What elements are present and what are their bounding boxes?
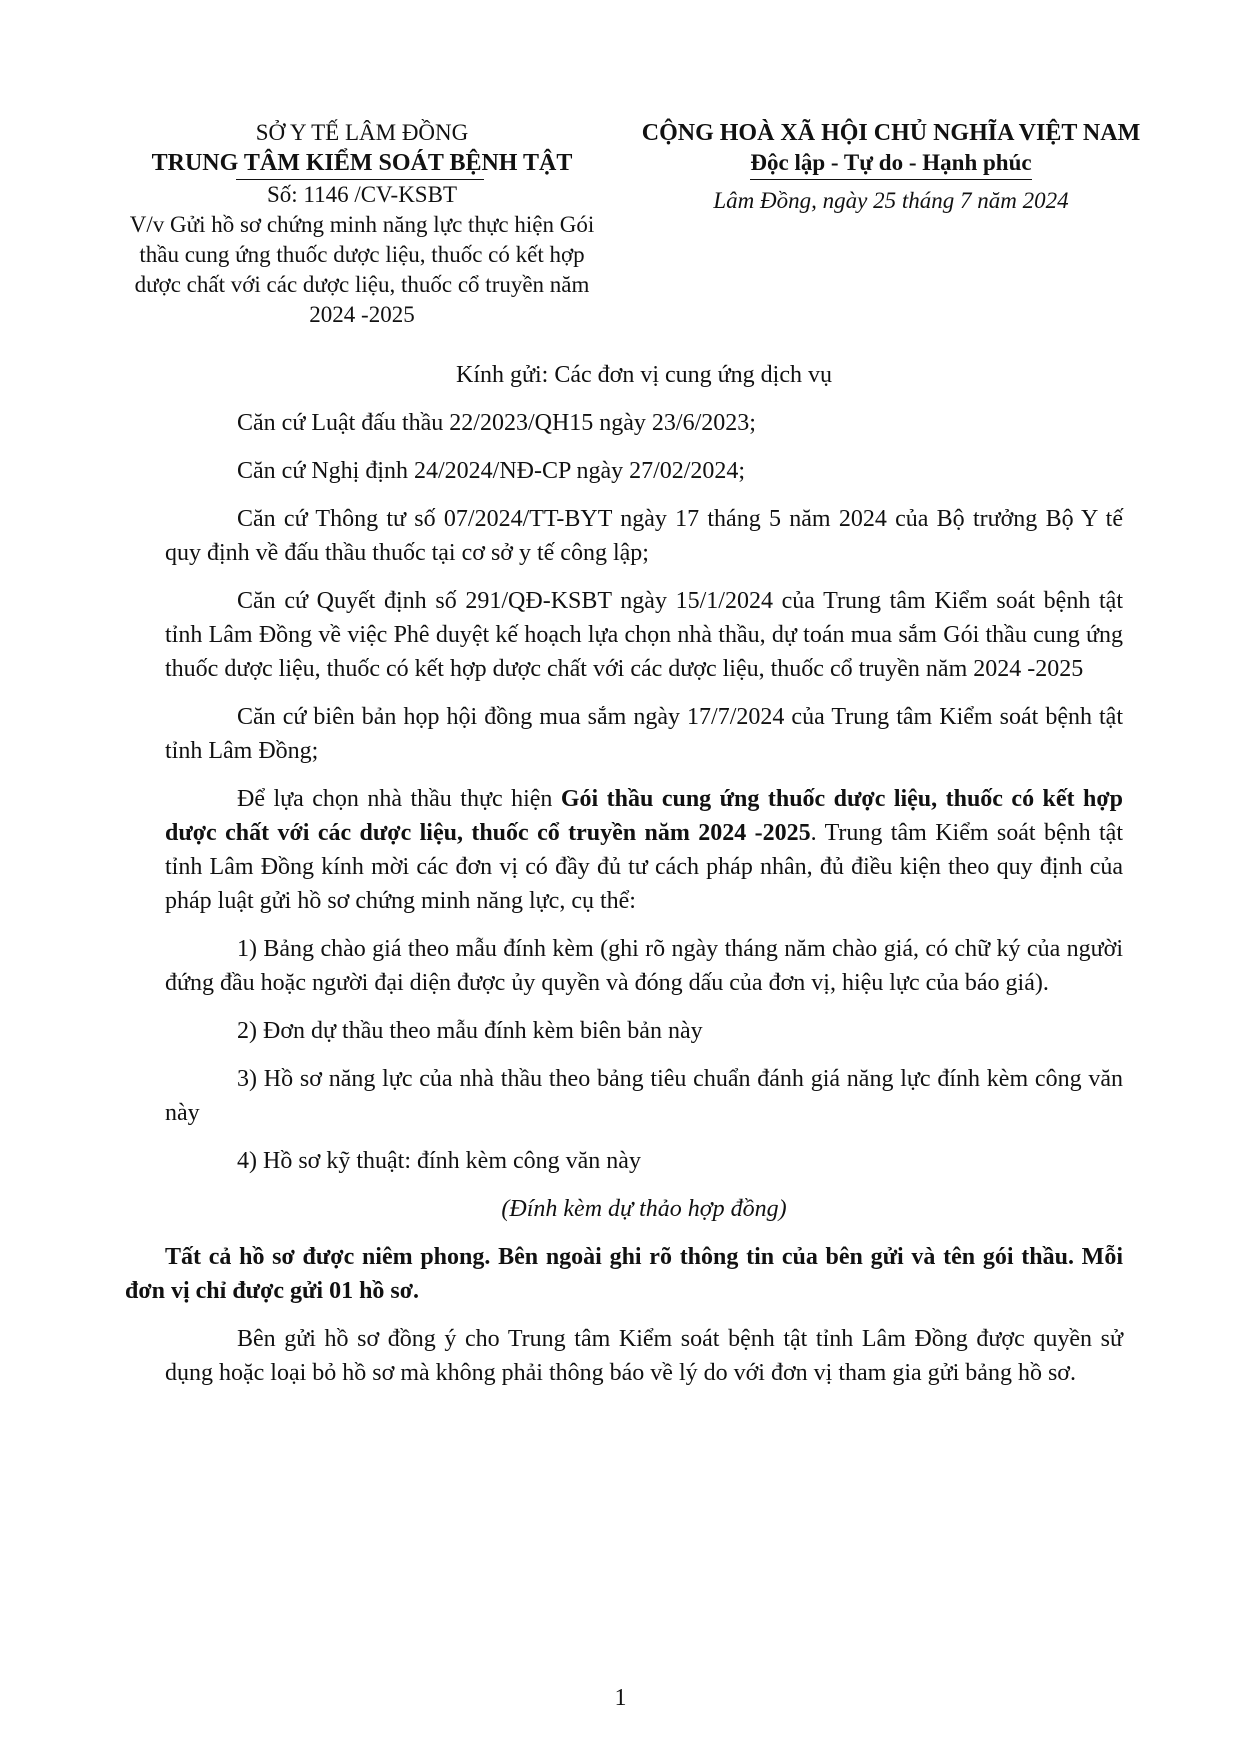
requirement-item-4: 4) Hồ sơ kỹ thuật: đính kèm công văn này xyxy=(237,1148,641,1174)
document-subject: V/v Gửi hồ sơ chứng minh năng lực thực hiện Gói thầu cung ứng thuốc dược liệu, thuốc có kết hợp dược chất với các dược liệu, thuốc cổ truyền năm 2024 -2025 xyxy=(129,212,595,327)
page-number: 1 xyxy=(614,1685,627,1711)
attachment-note: (Đính kèm dự thảo hợp đồng) xyxy=(501,1196,787,1222)
sealed-notice: Tất cả hồ sơ được niêm phong. Bên ngoài ghi rõ thông tin của bên gửi và tên gói thầu. Mỗi đơn vị chỉ được gửi 01 hồ sơ. xyxy=(125,1244,1123,1304)
place-date: Lâm Đồng, ngày 25 tháng 7 năm 2024 xyxy=(713,188,1069,213)
national-motto xyxy=(750,148,1031,178)
legal-basis-4: Căn cứ Quyết định số 291/QĐ-KSBT ngày 15/1/2024 của Trung tâm Kiểm soát bệnh tật tỉnh Lâm Đồng về việc Phê duyệt kế hoạch lựa chọn nhà thầu, dự toán mua sắm Gói thầu cung ứng thuốc dược liệu, thuốc có kết hợp dược chất với các dược liệu, thuốc cổ truyền năm 2024 -2025 xyxy=(165,588,1123,682)
organization-name: TRUNG TÂM KIỂM SOÁT BỆNH TẬT xyxy=(151,150,573,176)
invitation-paragraph xyxy=(165,782,1123,918)
legal-basis-1: Căn cứ Luật đấu thầu 22/2023/QH15 ngày 23/6/2023; xyxy=(237,410,756,436)
document-number: Số: 1146 /CV-KSBT xyxy=(266,182,457,207)
sender-block xyxy=(118,118,606,330)
invitation-rest: . Trung tâm Kiểm soát bệnh tật tỉnh Lâm Đồng kính mời các đơn vị có đầy đủ tư cách pháp nhân, đủ điều kiện theo quy định của pháp luật gửi hồ sơ chứng minh năng lực, cụ thể: xyxy=(165,820,1123,914)
requirement-item-1: 1) Bảng chào giá theo mẫu đính kèm (ghi rõ ngày tháng năm chào giá, có chữ ký của người đứng đầu hoặc người đại diện được ủy quyền và đóng dấu của đơn vị, hiệu lực của báo giá). xyxy=(165,936,1123,996)
requirement-item-3: 3) Hồ sơ năng lực của nhà thầu theo bảng tiêu chuẩn đánh giá năng lực đính kèm công văn này xyxy=(165,1066,1123,1126)
national-motto-text: Độc lập - Tự do - Hạnh phúc xyxy=(750,150,1032,175)
organization-underline xyxy=(236,179,484,180)
salutation: Kính gửi: Các đơn vị cung ứng dịch vụ xyxy=(456,362,832,388)
closing-paragraph: Bên gửi hồ sơ đồng ý cho Trung tâm Kiểm soát bệnh tật tỉnh Lâm Đồng được quyền sử dụng hoặc loại bỏ hồ sơ mà không phải thông báo về lý do với đơn vị tham gia gửi bảng hồ sơ. xyxy=(165,1326,1123,1386)
national-block xyxy=(618,118,1164,216)
package-name: Gói thầu cung ứng thuốc dược liệu, thuốc có kết hợp dược chất với các dược liệu, thuốc cổ truyền năm 2024 -2025 xyxy=(165,786,1123,846)
legal-basis-2: Căn cứ Nghị định 24/2024/NĐ-CP ngày 27/02/2024; xyxy=(237,458,746,484)
requirement-item-2: 2) Đơn dự thầu theo mẫu đính kèm biên bản này xyxy=(237,1018,703,1044)
legal-basis-5: Căn cứ biên bản họp hội đồng mua sắm ngày 17/7/2024 của Trung tâm Kiểm soát bệnh tật tỉnh Lâm Đồng; xyxy=(165,704,1123,764)
country-name: CỘNG HOÀ XÃ HỘI CHỦ NGHĨA VIỆT NAM xyxy=(641,120,1141,146)
organization-wrap xyxy=(118,148,606,178)
invitation-lead: Để lựa chọn nhà thầu thực hiện xyxy=(237,786,561,812)
motto-underline xyxy=(750,179,1031,180)
document-body xyxy=(125,358,1123,1404)
ministry-name: SỞ Y TẾ LÂM ĐỒNG xyxy=(255,120,469,145)
legal-basis-3: Căn cứ Thông tư số 07/2024/TT-BYT ngày 17 tháng 5 năm 2024 của Bộ trưởng Bộ Y tế quy định về đấu thầu thuốc tại cơ sở y tế công lập; xyxy=(165,506,1123,566)
